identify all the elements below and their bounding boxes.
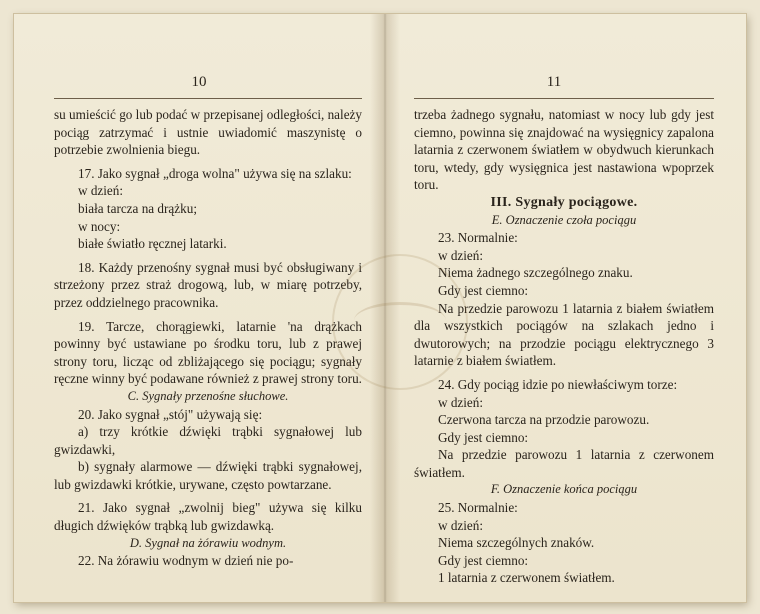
watermark-wing-icon <box>354 302 446 339</box>
text-line: Gdy jest ciemno: <box>438 282 529 298</box>
text-line: w dzień: <box>438 517 484 533</box>
text-line: 24. Gdy pociąg idzie po niewłaściwym torze: <box>438 376 678 392</box>
section-heading: C. Sygnały przenośne słuchowe. <box>127 388 289 403</box>
text-line: 1 latarnia z czerwonem światłem. <box>438 570 615 586</box>
text-line: 19. Tarcze, chorągiewki, latarnie 'na drążkach powinny być ustawiane po środku toru, lub z prawej strony toru, licząc od zbliżającego się pociągu; sygnały ręczne winny być podawane również z prawej strony toru. <box>54 318 362 387</box>
section-heading: D. Sygnał na żórawiu wodnym. <box>129 535 287 550</box>
text-line: Niema szczególnych znaków. <box>438 535 595 551</box>
text-line: trzeba żadnego sygnału, natomiast w nocy lub gdy jest ciemno, powinna się znajdować na wysięgnicy zapalona latarnia z czerwonem światłem w obydwuch kierunkach toru, wtedy, gdy wysięgnica jest nastawiona wpoprzek toru. <box>414 107 714 193</box>
left-page <box>14 14 384 602</box>
text-line: w dzień: <box>438 247 484 263</box>
section-heading: F. Oznaczenie końca pociągu <box>490 482 638 497</box>
text-line: 18. Każdy przenośny sygnał musi być obsługiwany i strzeżony przez straż drogową, lub, w miarę potrzeby, przez oddzielnego pracownika. <box>54 259 362 310</box>
text-line: 25. Normalnie: <box>438 500 518 516</box>
text-line: Niema żadnego szczególnego znaku. <box>438 265 633 281</box>
left-header-rule <box>54 98 362 99</box>
watermark-stamp <box>332 254 468 390</box>
book-spread <box>14 14 746 602</box>
text-line: Gdy jest ciemno: <box>438 429 529 445</box>
text-line: 20. Jako sygnał „stój" używają się: <box>78 406 263 422</box>
right-header-rule <box>414 98 714 99</box>
text-line: Na przedzie parowozu 1 latarnia z białem światłem dla wszystkich pociągów na szlakach jedno i dwutorowych; na przodzie pociągu elektrycznego 3 latarnie z białem światłem. <box>414 300 714 369</box>
left-page-text <box>54 106 362 570</box>
text-line: a) trzy krótkie dźwięki trąbki sygnałowej lub gwizdawki, <box>54 424 362 457</box>
text-line: w nocy: <box>78 218 121 234</box>
text-line: białe światło ręcznej latarki. <box>78 236 227 252</box>
text-line: Czerwona tarcza na przodzie parowozu. <box>438 412 650 428</box>
section-heading: III. Sygnały pociągowe. <box>490 194 638 210</box>
section-heading: E. Oznaczenie czoła pociągu <box>491 212 637 227</box>
text-line: Na przedzie parowozu 1 latarnia z czerwonem światłem. <box>414 447 714 480</box>
text-line: w dzień: <box>438 394 484 410</box>
text-line: 22. Na żórawiu wodnym w dzień nie po- <box>78 553 294 569</box>
text-line: Gdy jest ciemno: <box>438 552 529 568</box>
text-line: su umieścić go lub podać w przepisanej odległości, należy pociąg zatrzymać i ustnie uwiadomić maszynistę o potrzebie zwolnienia biegu. <box>54 107 362 158</box>
text-line: b) sygnały alarmowe — dźwięki trąbki sygnałowej, lub gwizdawki krótkie, urywane, często powtarzane. <box>54 459 362 492</box>
text-line: biała tarcza na drążku; <box>78 200 197 216</box>
text-line: w dzień: <box>78 183 124 199</box>
text-line: 23. Normalnie: <box>438 230 518 246</box>
left-page-number: 10 <box>191 74 207 90</box>
right-page-number: 11 <box>546 74 562 90</box>
text-line: 17. Jako sygnał „droga wolna" używa się na szlaku: <box>78 165 352 181</box>
text-line: 21. Jako sygnał „zwolnij bieg" używa się kilku długich dźwięków trąbką lub gwizdawką. <box>54 500 362 534</box>
